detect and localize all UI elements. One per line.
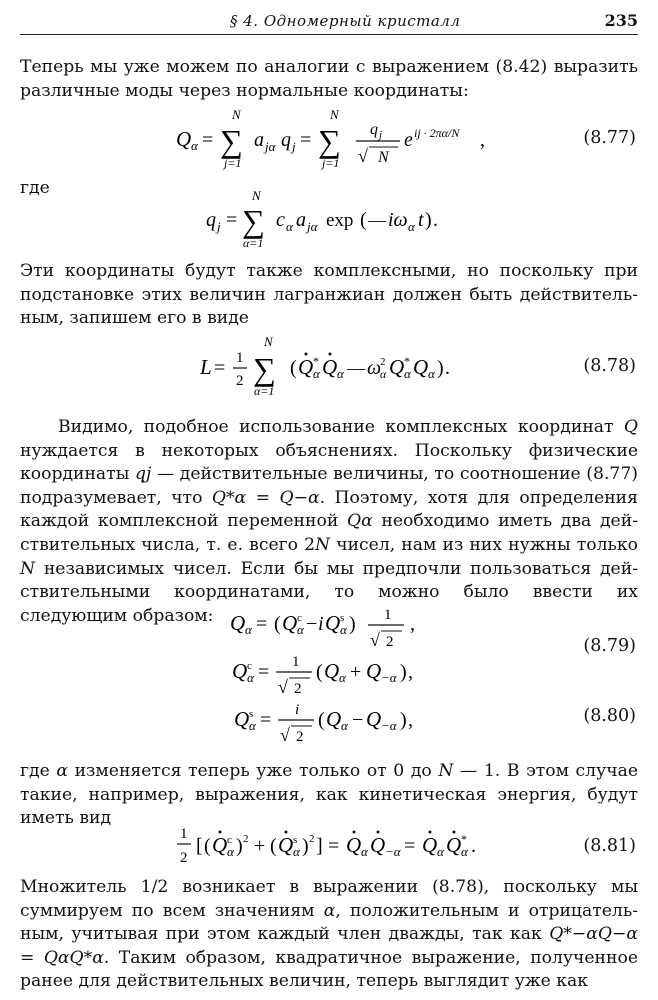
page-number: 235 [604, 11, 638, 30]
svg-text:α: α [297, 622, 304, 637]
svg-text:Q: Q [324, 659, 340, 683]
svg-text:a: a [296, 209, 306, 231]
svg-text:=: = [300, 129, 312, 151]
svg-text:a: a [254, 129, 264, 151]
svg-text:2: 2 [296, 729, 304, 745]
svg-text:α: α [337, 366, 344, 381]
svg-text:(: ( [290, 357, 297, 379]
svg-text:2: 2 [236, 373, 244, 389]
svg-text:q: q [206, 209, 216, 231]
svg-text:i: i [295, 702, 300, 718]
equation-number-8-78: (8.78) [583, 356, 636, 376]
svg-text:c: c [227, 834, 232, 846]
svg-text:∑: ∑ [253, 351, 276, 387]
svg-text:): ) [400, 661, 407, 683]
svg-text:α: α [247, 670, 254, 685]
svg-text:[: [ [196, 835, 203, 857]
svg-text:Q: Q [234, 707, 250, 731]
svg-text:α: α [340, 622, 347, 637]
svg-text:j=1: j=1 [224, 156, 242, 170]
svg-text:=: = [258, 661, 270, 683]
svg-text:): ) [236, 835, 243, 857]
svg-text:j: j [292, 139, 296, 154]
svg-text:.: . [433, 209, 438, 231]
svg-text:=: = [226, 209, 238, 231]
svg-text:1: 1 [292, 654, 300, 670]
equation-number-8-77: (8.77) [583, 128, 636, 148]
svg-text:.: . [471, 835, 476, 857]
svg-text:α: α [227, 844, 234, 859]
paragraph-complex-coords: Эти координаты будут также комплексными, но поскольку при подстановке этих величин лагранжиан должен быть действительным, запишем его в виде [20, 261, 638, 329]
svg-text:s: s [340, 612, 345, 624]
svg-text:,: , [408, 709, 413, 731]
svg-text:Q: Q [278, 833, 294, 857]
paragraph-alpha-range: где α изменяется теперь уже только от 0 до N — 1. В этом случае такие, например, выражения, как кинетическая энергия, будут иметь вид [20, 761, 638, 829]
running-header [20, 8, 638, 35]
svg-text:=: = [328, 835, 340, 857]
svg-text:1: 1 [236, 350, 244, 366]
svg-text:−α: −α [385, 844, 401, 859]
svg-text:,: , [408, 661, 413, 683]
svg-text:): ) [302, 835, 309, 857]
svg-text:=: = [260, 709, 272, 731]
svg-text:∑: ∑ [220, 123, 243, 159]
svg-text:2: 2 [386, 634, 394, 650]
word-where: где [20, 178, 50, 198]
svg-text:,: , [480, 129, 485, 151]
svg-text:α: α [461, 844, 468, 859]
svg-text:2: 2 [380, 356, 386, 368]
svg-text:(: ( [204, 835, 211, 857]
svg-text:ij · 2πα/N: ij · 2πα/N [414, 126, 460, 140]
svg-text:α: α [249, 718, 256, 733]
svg-text:Q: Q [298, 355, 314, 379]
svg-text:(: ( [270, 835, 277, 857]
svg-text:N: N [252, 190, 261, 203]
svg-text:α: α [313, 366, 320, 381]
svg-text:√: √ [278, 677, 288, 697]
svg-text:): ) [425, 209, 432, 231]
svg-text:+: + [350, 661, 362, 683]
svg-text:1: 1 [384, 607, 392, 623]
svg-text:−α: −α [381, 718, 397, 733]
svg-text:jα: jα [307, 219, 318, 234]
equation-number-8-79: (8.79) [583, 636, 636, 656]
svg-text:Q: Q [282, 611, 298, 635]
svg-text:2: 2 [309, 833, 315, 845]
svg-text:Q: Q [366, 707, 382, 731]
svg-text:α: α [245, 622, 252, 637]
svg-text:(: ( [360, 209, 367, 231]
svg-text:N: N [330, 107, 339, 122]
svg-text:α=1: α=1 [254, 384, 275, 398]
svg-text:,: , [410, 613, 415, 635]
svg-text:N: N [264, 334, 273, 349]
svg-text:(: ( [316, 661, 323, 683]
svg-text:√: √ [280, 725, 290, 745]
svg-text:—: — [368, 210, 386, 230]
svg-text:√: √ [358, 146, 368, 166]
svg-text:Q: Q [346, 833, 362, 857]
svg-text:+: + [254, 835, 266, 857]
paragraph-explanation: Видимо, подобное использование комплексных координат Q нуждается в некоторых объяснениях. Поскольку физические координаты qj — действительные величины, то соотношение (8.77) подразумевает, что Q*α = Q−α. Поэтому, хотя для определения каждой комплексной переменной Qα необходимо иметь два действительных числа, т. е. всего 2N чисел, нам из них нужны только N независимых чисел. Если бы мы предпочли пользоваться действительными координатами, то можно было ввести их следующим образом: [20, 417, 638, 626]
svg-text:j: j [379, 129, 383, 141]
svg-text:−α: −α [381, 670, 397, 685]
svg-text:√: √ [370, 630, 380, 650]
equation-8-79-8-80 [0, 604, 658, 750]
svg-text:.: . [445, 357, 450, 379]
svg-text:N: N [378, 149, 389, 166]
svg-text:i: i [318, 613, 324, 635]
svg-text:−: − [352, 709, 364, 731]
svg-text:jα: jα [265, 139, 276, 154]
svg-text:Q: Q [326, 707, 342, 731]
svg-text:1: 1 [180, 826, 188, 842]
svg-text:α: α [339, 670, 346, 685]
svg-text:*: * [461, 832, 467, 846]
svg-text:α: α [191, 138, 198, 153]
svg-text:α: α [437, 844, 444, 859]
svg-text:2: 2 [243, 833, 249, 845]
svg-text:—: — [347, 358, 365, 378]
svg-text:q: q [281, 129, 291, 151]
svg-text:ω: ω [367, 357, 382, 379]
svg-text:Q: Q [422, 833, 438, 857]
svg-text:α: α [380, 367, 387, 381]
svg-text:L: L [200, 355, 212, 379]
equation-number-8-81: (8.81) [583, 836, 636, 856]
svg-text:(: ( [274, 613, 281, 635]
svg-text:Q: Q [366, 659, 382, 683]
svg-text:2: 2 [294, 681, 302, 697]
svg-text:*: * [404, 354, 410, 368]
svg-text:Q: Q [389, 355, 405, 379]
svg-text:): ) [437, 357, 444, 379]
svg-text:): ) [400, 709, 407, 731]
svg-text:α: α [428, 366, 435, 381]
svg-text:): ) [349, 613, 356, 635]
equation-8-78 [0, 332, 658, 398]
svg-text:=: = [256, 613, 268, 635]
svg-text:Q: Q [322, 355, 338, 379]
paragraph-factor-half: Множитель 1/2 возникает в выражении (8.78), поскольку мы суммируем по всем значениям α, положительным и отрицательным, учитывая при этом каждый член дважды, так как Q*−αQ−α = QαQ*α. Таким образом, квадратичное выражение, полученное ранее для действительных величин, теперь выглядит уже как [20, 877, 639, 992]
svg-text:]: ] [316, 835, 323, 857]
svg-text:α: α [286, 219, 293, 234]
svg-text:=: = [214, 357, 226, 379]
equation-qj [0, 190, 658, 254]
svg-text:exp: exp [326, 210, 354, 231]
svg-text:∑: ∑ [242, 203, 265, 239]
equation-8-77 [0, 106, 658, 170]
section-title: § 4. Одномерный кристалл [230, 12, 461, 30]
svg-text:∑: ∑ [318, 123, 341, 159]
equation-8-81 [0, 822, 658, 872]
svg-text:s: s [249, 708, 254, 720]
svg-text:2: 2 [180, 850, 188, 866]
svg-text:(: ( [318, 709, 325, 731]
svg-text:j: j [217, 219, 221, 234]
svg-text:α: α [408, 219, 415, 234]
svg-text:α=1: α=1 [243, 236, 264, 250]
svg-text:e: e [404, 129, 413, 151]
svg-text:Q: Q [230, 611, 246, 635]
svg-text:t: t [418, 209, 424, 231]
svg-text:Q: Q [212, 833, 228, 857]
svg-text:Q: Q [446, 833, 462, 857]
equation-number-8-80: (8.80) [583, 706, 636, 726]
svg-text:Q: Q [176, 127, 192, 151]
svg-text:α: α [404, 366, 411, 381]
svg-text:Q: Q [232, 659, 248, 683]
svg-text:j=1: j=1 [322, 156, 340, 170]
svg-text:c: c [297, 612, 302, 624]
svg-text:q: q [370, 121, 378, 138]
svg-text:α: α [293, 844, 300, 859]
svg-text:iω: iω [388, 209, 408, 231]
svg-text:α: α [361, 844, 368, 859]
paragraph-intro: Теперь мы уже можем по аналогии с выражением (8.42) выразить различные моды через нормальные координаты: [20, 57, 638, 101]
svg-text:Q: Q [370, 833, 386, 857]
svg-text:N: N [232, 107, 241, 122]
svg-text:Q: Q [325, 611, 341, 635]
svg-text:c: c [247, 660, 252, 672]
svg-text:−: − [306, 613, 318, 635]
svg-text:α: α [341, 718, 348, 733]
svg-text:=: = [202, 129, 214, 151]
svg-text:Q: Q [413, 355, 429, 379]
svg-text:s: s [293, 834, 298, 846]
svg-text:c: c [276, 209, 285, 231]
svg-text:*: * [313, 354, 319, 368]
svg-text:=: = [404, 835, 416, 857]
